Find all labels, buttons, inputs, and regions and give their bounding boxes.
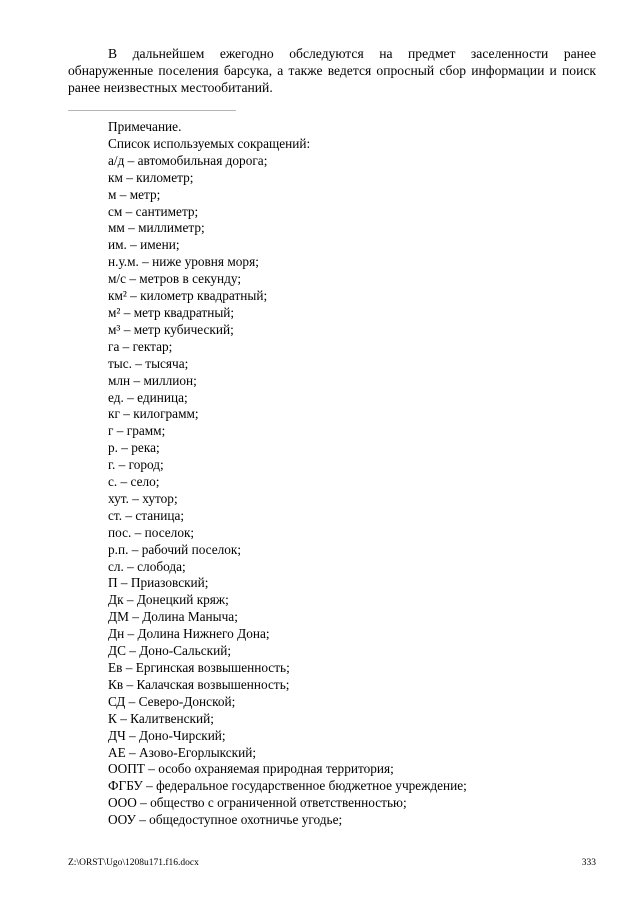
abbreviation-item: ДС – Доно-Сальский; bbox=[108, 643, 232, 659]
abbreviation-item: ед. – единица; bbox=[108, 389, 188, 405]
abbreviation-item: с. – село; bbox=[108, 474, 160, 490]
abbreviation-item: хут. – хутор; bbox=[108, 490, 178, 506]
abbreviation-item: пос. – поселок; bbox=[108, 524, 195, 540]
abbreviation-item: ООПТ – особо охраняемая природная территория; bbox=[108, 761, 394, 777]
abbreviation-item: ООУ – общедоступное охотничье угодье; bbox=[108, 812, 343, 828]
abbreviation-item: м/с – метров в секунду; bbox=[108, 271, 242, 287]
abbreviation-item: г. – город; bbox=[108, 457, 164, 473]
page-number: 333 bbox=[581, 858, 596, 868]
abbreviation-item: Дн – Долина Нижнего Дона; bbox=[108, 626, 270, 642]
abbreviation-item: им. – имени; bbox=[108, 237, 180, 253]
abbreviation-item: кг – килограмм; bbox=[108, 406, 199, 422]
abbreviation-item: ДЧ – Доно-Чирский; bbox=[108, 727, 226, 743]
abbreviation-item: Дк – Донецкий кряж; bbox=[108, 592, 229, 608]
abbreviation-item: сл. – слобода; bbox=[108, 558, 186, 574]
abbreviation-item: мм – миллиметр; bbox=[108, 220, 205, 236]
abbreviation-list bbox=[108, 153, 598, 829]
abbreviation-item: ДМ – Долина Маныча; bbox=[108, 609, 238, 625]
abbreviation-item: р. – река; bbox=[108, 440, 160, 456]
abbreviation-item: Кв – Калачская возвышенность; bbox=[108, 676, 290, 692]
abbreviation-item: а/д – автомобильная дорога; bbox=[108, 152, 268, 168]
abbreviation-item: га – гектар; bbox=[108, 338, 173, 354]
abbreviation-item: н.у.м. – ниже уровня моря; bbox=[108, 254, 259, 270]
abbreviation-item: П – Приазовский; bbox=[108, 575, 209, 591]
abbreviation-item: км – километр; bbox=[108, 169, 194, 185]
abbreviation-list-title: Список используемых сокращений: bbox=[108, 135, 311, 151]
abbreviation-item: см – сантиметр; bbox=[108, 203, 199, 219]
abbreviation-item: м³ – метр кубический; bbox=[108, 321, 234, 337]
intro-paragraph: В дальнейшем ежегодно обследуются на предмет заселенности ранее обнаруженные поселения барсука, а также ведется опросный сбор информации и поиск ранее неизвестных местообитаний. bbox=[68, 46, 596, 95]
abbreviation-item: ФГБУ – федеральное государственное бюджетное учреждение; bbox=[108, 778, 467, 794]
abbreviation-item: АЕ – Азово-Егорлыкский; bbox=[108, 744, 257, 760]
abbreviation-item: м – метр; bbox=[108, 186, 161, 202]
footer-file-path: Z:\ORST\Ugo\1208u171.f16.docx bbox=[68, 858, 199, 868]
abbreviation-item: К – Калитвенский; bbox=[108, 710, 214, 726]
abbreviation-item: Ев – Ергинская возвышенность; bbox=[108, 660, 290, 675]
abbreviation-item: р.п. – рабочий поселок; bbox=[108, 541, 242, 557]
note-title: Примечание. bbox=[108, 119, 182, 134]
footnote-separator bbox=[68, 110, 236, 111]
abbreviation-item: км² – километр квадратный; bbox=[108, 288, 268, 304]
abbreviation-item: ст. – станица; bbox=[108, 507, 185, 523]
abbreviation-item: млн – миллион; bbox=[108, 372, 197, 388]
note-section bbox=[108, 119, 598, 829]
abbreviation-item: г – грамм; bbox=[108, 423, 166, 439]
abbreviation-item: ООО – общество с ограниченной ответственностью; bbox=[108, 795, 407, 811]
abbreviation-item: м² – метр квадратный; bbox=[108, 304, 235, 320]
abbreviation-item: тыс. – тысяча; bbox=[108, 355, 189, 371]
abbreviation-item: СД – Северо-Донской; bbox=[108, 693, 236, 709]
